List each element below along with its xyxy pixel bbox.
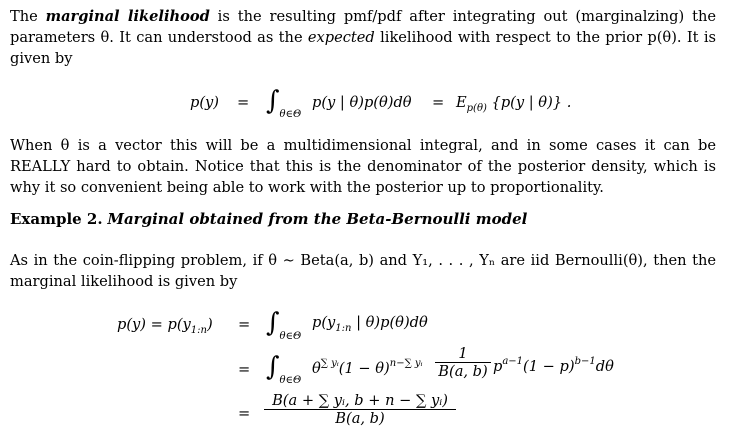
eq2-line1-integral-sub: θ∈Θ (279, 331, 302, 342)
paragraph-coin-flipping: As in the coin-flipping problem, if θ ∼ Beta(a, b) and Y₁, . . . , Yₙ are iid Bernoulli(θ), then the marginal likelihood is given by (10, 252, 716, 290)
example-title: Marginal obtained from the Beta-Bernoulli model (107, 210, 528, 228)
eq1-equals-2: = (432, 94, 445, 111)
eq1-integral-sub: θ∈Θ (279, 109, 302, 120)
eq2-line2-p: p (493, 358, 503, 375)
eq2-line2-tail-text: (1 − p) (523, 358, 575, 375)
paragraph-marginal-likelihood (10, 6, 716, 69)
eq2-lhs-sub: 1:n (190, 325, 207, 336)
eq2-lhs-close: ) (206, 316, 213, 333)
eq2-line2-integral-sub: θ∈Θ (279, 375, 302, 386)
eq1-expectation (456, 94, 572, 114)
para1-text-after: is the resulting pmf/pdf after integrating out (marginalzing) the parameters θ. It can understood as the (10, 8, 716, 46)
example-heading (10, 210, 527, 228)
eq2-line2-sup2: n−∑ yᵢ (389, 358, 423, 369)
eq2-line1-integrand-a: p(y (312, 314, 336, 331)
eq2-equals-1: = (238, 316, 251, 333)
eq2-line2-integral: $\int_{\theta\in\Theta}$ (266, 352, 302, 386)
eq1-lhs: p(y) (190, 94, 219, 111)
eq2-line1-integrand (312, 314, 428, 334)
eq2-line2-mid: (1 − θ) (338, 360, 390, 377)
example-label: Example 2. (10, 210, 103, 228)
eq2-line1-integral: $\int_{\theta\in\Theta}$ (266, 308, 302, 342)
para1-text-end: likelihood with respect to the prior p(θ). It is given by (10, 29, 716, 67)
eq2-line2-frac-den: B(a, b) (438, 363, 488, 380)
para1-term: marginal likelihood (45, 8, 210, 25)
eq2-line2-body (312, 360, 423, 377)
eq1-equals-1: = (237, 94, 250, 111)
eq1-integrand: p(y | θ)p(θ)dθ (312, 94, 412, 111)
eq2-line2-frac-num: 1 (458, 345, 468, 362)
eq2-line3-den: B(a, b) (335, 410, 385, 427)
eq2-line1-integrand-b: | θ)p(θ)dθ (351, 314, 428, 331)
eq2-line2-tail (493, 358, 614, 375)
eq1-expectation-arg: {p(y | θ)} . (491, 94, 572, 111)
eq1-integral: $\int_{\theta\in\Theta}$ (266, 86, 302, 120)
paragraph-multidimensional: When θ is a vector this will be a multidimensional integral, and in some cases it can be REALLY hard to obtain. Notice that this is the denominator of the posterior density, which is why it so convenient being able to work with the posterior up to proportionality. (10, 137, 716, 196)
eq2-equals-2: = (238, 361, 251, 378)
eq2-line1-integrand-sub: 1:n (335, 323, 352, 334)
para1-expected: expected (307, 29, 375, 46)
eq2-line3-fraction (264, 392, 456, 427)
eq1-expectation-sub: p(θ) (466, 103, 487, 114)
eq2-equals-3: = (238, 405, 251, 422)
eq2-line2-fraction (435, 345, 491, 380)
eq2-line2-sup1: ∑ yᵢ (320, 358, 339, 369)
para1-text-before: The (10, 8, 46, 25)
eq2-line3-num: B(a + ∑ yᵢ, b + n − ∑ yᵢ) (272, 392, 448, 409)
eq2-line2-sup3: a−1 (502, 356, 524, 367)
eq2-lhs-text: p(y) = p(y (117, 316, 191, 333)
eq1-expectation-letter: E (456, 94, 467, 111)
eq2-line2-theta: θ (312, 360, 321, 377)
eq2-line2-dtheta: dθ (595, 358, 614, 375)
eq2-line2-sup4: b−1 (574, 356, 596, 367)
eq2-lhs (117, 316, 213, 336)
